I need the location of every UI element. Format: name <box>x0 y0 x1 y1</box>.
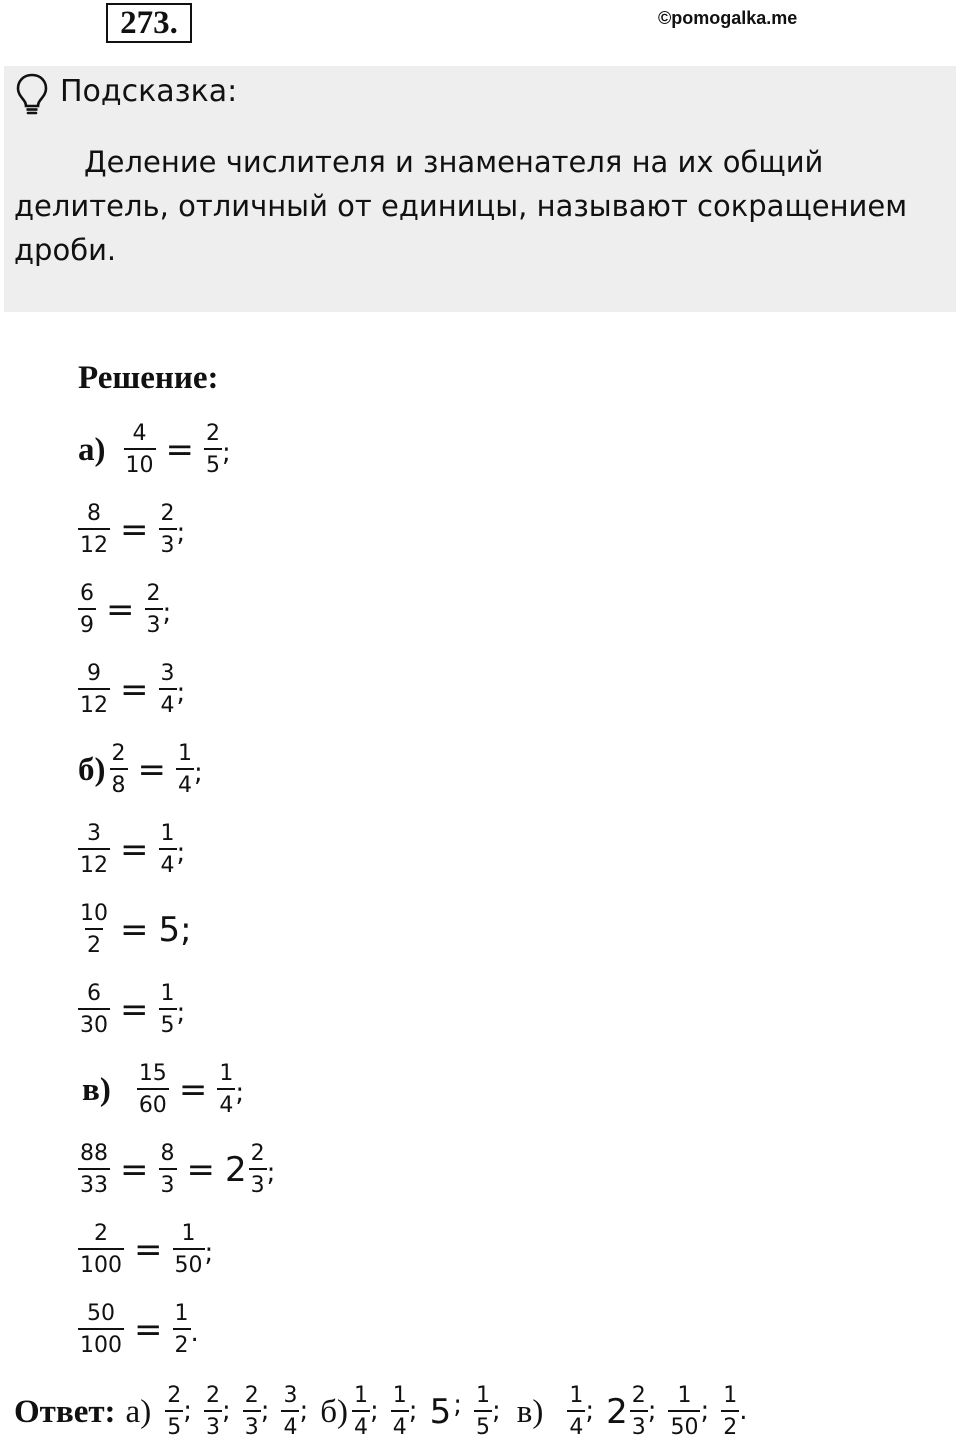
answer-label: Ответ: <box>14 1393 116 1430</box>
punctuation: ; <box>222 438 231 468</box>
fraction: $\frac{2}{5}$ <box>206 421 220 478</box>
answer-item: $\frac{2}{3}$ ; <box>205 1383 231 1440</box>
punctuation: ; <box>176 678 186 708</box>
solution-line <box>78 1130 275 1210</box>
punctuation: ; <box>204 1238 214 1268</box>
fraction: $\frac{6}{9}$ <box>80 581 94 638</box>
answer-item: $\frac{1}{4}$ ; <box>354 1383 379 1440</box>
fraction: $\frac{1}{4}$ <box>160 821 175 878</box>
solution-line <box>78 1050 275 1130</box>
answer-line <box>14 1378 760 1446</box>
answer-item: $\frac{1}{2}$ . <box>723 1383 748 1440</box>
answer-part-a: а) <box>125 1393 152 1430</box>
fraction: $\frac{2}{100}$ <box>80 1221 122 1278</box>
fraction: $\frac{3}{12}$ <box>80 821 108 878</box>
fraction: $\frac{1}{4}$ <box>219 1061 234 1118</box>
integer-result: 5; <box>158 910 192 950</box>
fraction: $\frac{1}{4}$ <box>178 741 192 798</box>
fraction: $\frac{1}{50}$ <box>174 1221 203 1278</box>
solution-line <box>78 810 275 890</box>
solution-lines <box>78 410 275 1370</box>
fraction: $\frac{8}{12}$ <box>80 501 108 558</box>
fraction: $\frac{2}{3}$ <box>160 501 175 558</box>
label-b: б) <box>78 751 106 788</box>
solution-line <box>78 570 275 650</box>
fraction: $\frac{2}{3}$ <box>146 581 161 638</box>
fraction: $\frac{50}{100}$ <box>80 1301 122 1358</box>
fraction: $\frac{10}{2}$ <box>80 901 108 958</box>
fraction: $\frac{9}{12}$ <box>80 661 108 718</box>
label-v: в) <box>82 1071 111 1108</box>
answer-item: $\frac{1}{5}$ ; <box>475 1383 501 1440</box>
answer-item: $\frac{1}{4}$ ; <box>392 1383 418 1440</box>
solution-title: Решение: <box>78 360 219 396</box>
fraction: $\frac{2}{3}$ <box>250 1141 265 1198</box>
lightbulb-icon <box>14 72 50 116</box>
equals-sign: = <box>120 1150 149 1190</box>
solution-line <box>78 970 275 1050</box>
answer-part-v: в) <box>516 1393 544 1430</box>
solution-line <box>78 1290 275 1370</box>
equals-sign: = <box>178 1070 208 1110</box>
copyright-text: ©pomogalka.me <box>658 8 798 28</box>
answer-item: 2 $\frac{2}{3}$ ; <box>606 1383 657 1440</box>
equals-sign: = <box>120 910 149 950</box>
equals-sign: = <box>120 670 149 710</box>
answer-item: $\frac{1}{4}$ ; <box>569 1383 595 1440</box>
solution-line <box>78 410 275 490</box>
equals-sign: = <box>120 510 149 550</box>
fraction: $\frac{3}{4}$ <box>160 661 175 718</box>
punctuation: ; <box>176 838 186 868</box>
answer-item: $\frac{1}{50}$ ; <box>670 1383 710 1440</box>
hint-text: Деление числителя и знаменателя на их общий делитель, отличный от единицы, называют сокращением дроби. <box>14 145 908 267</box>
equals-sign: = <box>165 430 194 470</box>
solution-line <box>78 490 275 570</box>
equals-sign: = <box>186 1150 215 1190</box>
punctuation: ; <box>176 518 186 548</box>
punctuation: ; <box>266 1158 276 1188</box>
equals-sign: = <box>134 1310 163 1350</box>
mixed-whole: 2 <box>225 1150 247 1190</box>
fraction: $\frac{1}{2}$ <box>174 1301 189 1358</box>
equals-sign: = <box>134 1230 163 1270</box>
equals-sign: = <box>120 990 149 1030</box>
problem-number: 273. <box>106 3 192 43</box>
solution-line <box>78 890 275 970</box>
hint-title: Подсказка: <box>60 74 238 109</box>
equals-sign: = <box>120 830 149 870</box>
label-a: а) <box>78 431 106 468</box>
punctuation: ; <box>176 998 186 1028</box>
answer-item: $\frac{3}{4}$ ; <box>283 1383 309 1440</box>
answer-item: $\frac{2}{3}$ ; <box>244 1383 270 1440</box>
answer-part-b: б) <box>320 1393 349 1430</box>
punctuation: ; <box>194 758 203 788</box>
equals-sign: = <box>106 590 135 630</box>
answer-item: $\frac{2}{5}$ ; <box>167 1383 192 1440</box>
fraction: $\frac{88}{33}$ <box>80 1141 108 1198</box>
punctuation: ; <box>162 598 172 628</box>
fraction: $\frac{15}{60}$ <box>138 1061 167 1118</box>
solution-line <box>78 730 275 810</box>
answer-item: 5 ; <box>429 1390 462 1432</box>
fraction: $\frac{2}{8}$ <box>111 741 126 798</box>
fraction: $\frac{4}{10}$ <box>125 421 154 478</box>
solution-line <box>78 1210 275 1290</box>
solution-line <box>78 650 275 730</box>
fraction: $\frac{1}{5}$ <box>160 981 175 1038</box>
punctuation: ; <box>235 1078 245 1108</box>
fraction: $\frac{6}{30}$ <box>80 981 108 1038</box>
fraction: $\frac{8}{3}$ <box>160 1141 175 1198</box>
punctuation: . <box>190 1318 199 1348</box>
equals-sign: = <box>137 750 166 790</box>
